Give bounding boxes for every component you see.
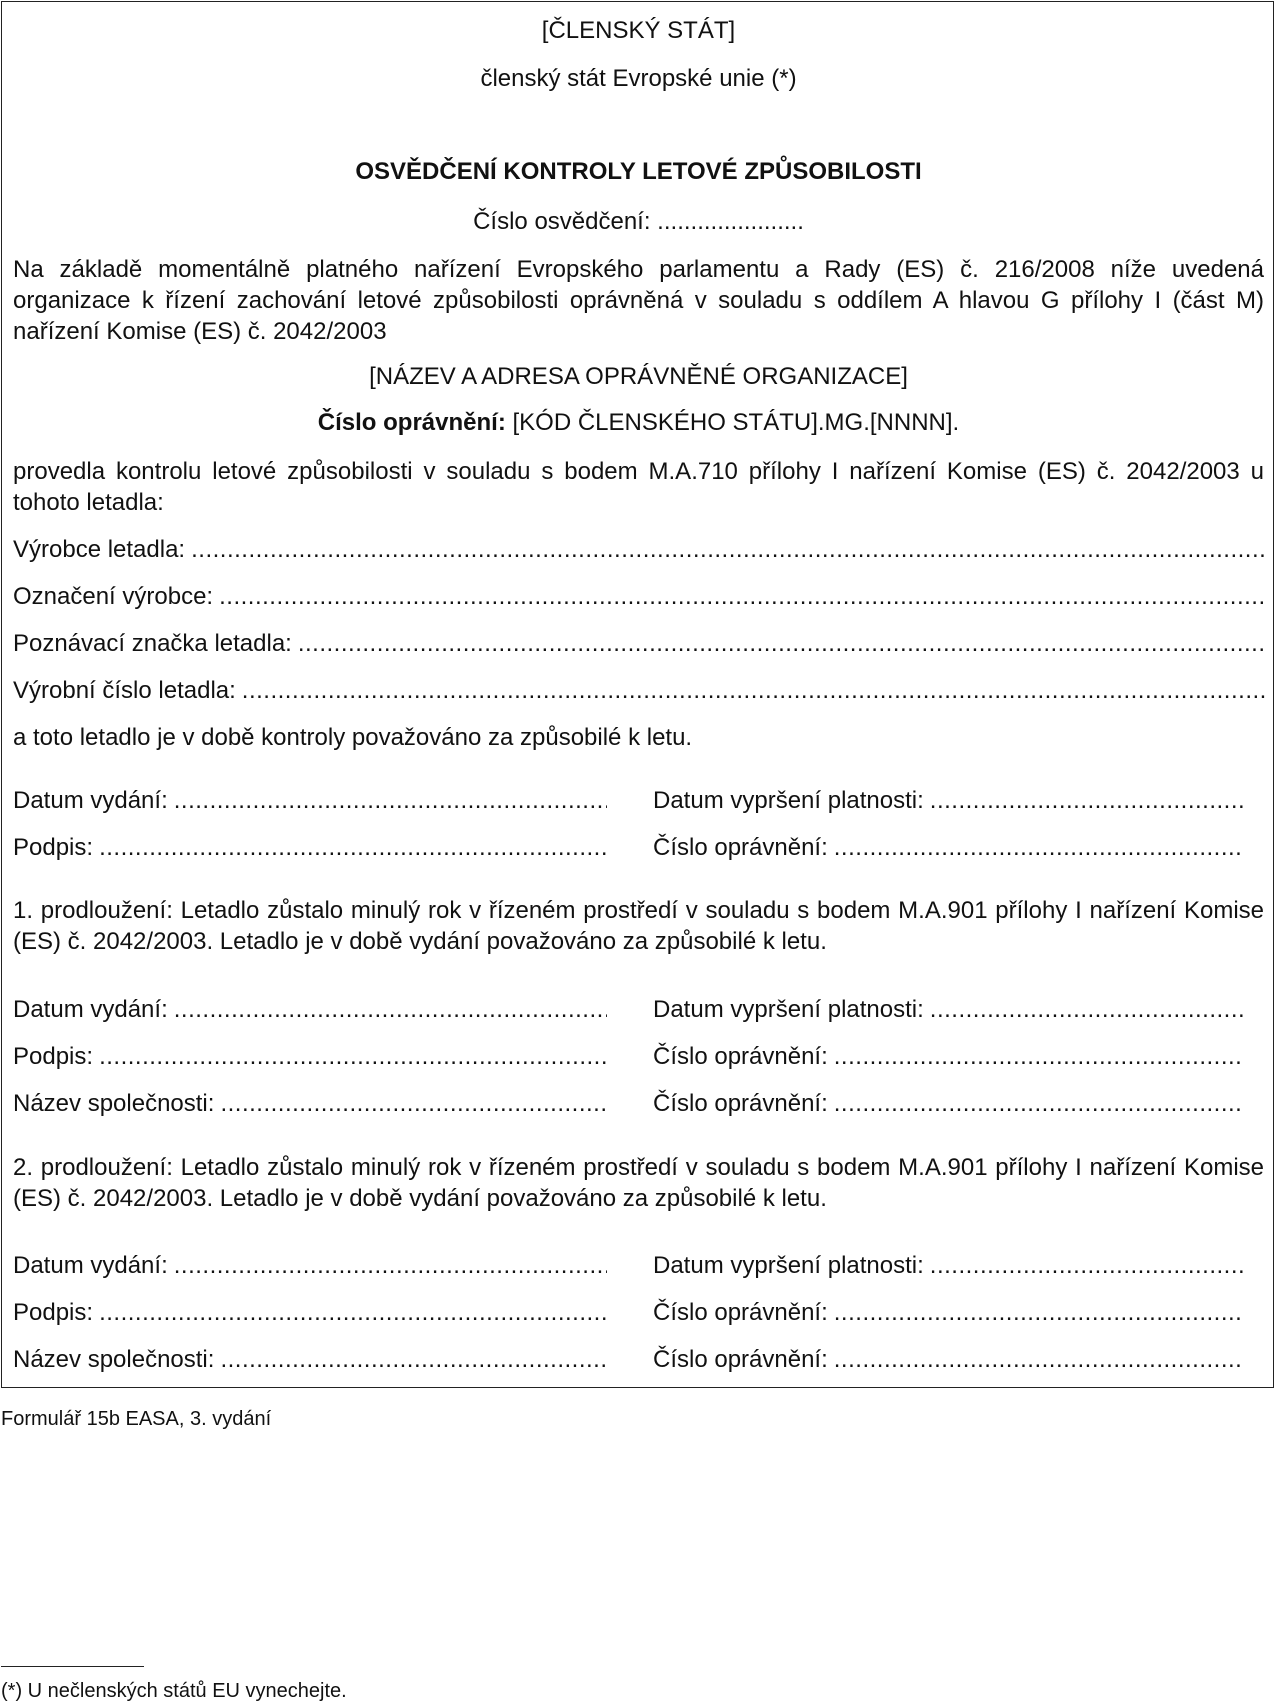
fill-line (174, 1250, 607, 1282)
manufacturer-designation-field (13, 581, 1266, 613)
field-label: Výrobní číslo letadla: (13, 677, 236, 704)
ext2-date-issued-field: Datum vydání: ..... (13, 1250, 607, 1282)
airworthy-statement: a toto letadlo je v době kontroly považováno za způsobilé k letu. (13, 724, 693, 751)
ext1-approval-number-2-field: Číslo oprávnění: ..... (653, 1088, 1244, 1120)
fill-line (99, 1041, 607, 1073)
field-label: Označení výrobce: (13, 583, 214, 610)
expiry-date-field: Datum vypršení platnosti: ..... (653, 785, 1244, 817)
approval-value: [KÓD ČLENSKÉHO STÁTU].MG.[NNNN]. (505, 409, 960, 436)
ext2-signature-field: Podpis: ..... (13, 1297, 607, 1329)
approval-label: Číslo oprávnění: (317, 409, 506, 436)
fill-line (242, 675, 1266, 707)
ext1-approval-number-field: Číslo oprávnění: ..... (653, 1041, 1244, 1073)
intro-paragraph: Na základě momentálně platného nařízení Evropského parlamentu a Rady (ES) č. 216/2008 níže uvedená organizace k řízení zachování letové způsobilosti oprávněná v souladu s oddílem A hlavou G přílohy I (část M) nařízení Komise (ES) č. 2042/2003 (13, 256, 1264, 345)
ext1-date-issued-field: Datum vydání: ..... (13, 994, 607, 1026)
fill-line (834, 1088, 1244, 1120)
extension-2-paragraph: 2. prodloužení: Letadlo zůstalo minulý rok v řízeném prostředí v souladu s bodem M.A.901 přílohy I nařízení Komise (ES) č. 2042/2003. Letadlo je v době vydání považováno za způsobilé k letu. (13, 1154, 1264, 1212)
ext1-expiry-date-field: Datum vypršení platnosti: ..... (653, 994, 1244, 1026)
fill-line (220, 1088, 607, 1120)
fill-line (174, 785, 607, 817)
fill-line (220, 1344, 607, 1376)
fill-line (834, 1297, 1244, 1329)
serial-number-field (13, 675, 1266, 707)
fill-line (930, 994, 1244, 1026)
fill-line (219, 581, 1266, 613)
certificate-title: OSVĚDČENÍ KONTROLY LETOVÉ ZPŮSOBILOSTI (355, 158, 922, 185)
fill-line (191, 534, 1266, 566)
fill-line (834, 1344, 1244, 1376)
footnote-rule (1, 1666, 144, 1667)
registration-mark-field (13, 628, 1266, 660)
date-issued-field: Datum vydání: ..... (13, 785, 607, 817)
approval-number-field: Číslo oprávnění: ..... (653, 832, 1244, 864)
member-state-placeholder: [ČLENSKÝ STÁT] (541, 17, 736, 44)
fill-line (930, 1250, 1244, 1282)
ext1-company-name-field: Název společnosti: ..... (13, 1088, 607, 1120)
field-label: Poznávací značka letadla: (13, 630, 292, 657)
fill-line (99, 1297, 607, 1329)
form-identifier: Formulář 15b EASA, 3. vydání (1, 1408, 272, 1430)
review-paragraph: provedla kontrolu letové způsobilosti v souladu s bodem M.A.710 přílohy I nařízení Komise (ES) č. 2042/2003 u tohoto letadla: (13, 458, 1264, 516)
ext2-approval-number-field: Číslo oprávnění: ..... (653, 1297, 1244, 1329)
organization-approval-line (0, 409, 1277, 437)
ext2-company-name-field: Název společnosti: ..... (13, 1344, 607, 1376)
fill-line (834, 1041, 1244, 1073)
fill-line (174, 994, 607, 1026)
fill-line (298, 628, 1266, 660)
fill-line (834, 832, 1244, 864)
ext2-expiry-date-field: Datum vypršení platnosti: ..... (653, 1250, 1244, 1282)
signature-field: Podpis: ..... (13, 832, 607, 864)
ext1-signature-field: Podpis: ..... (13, 1041, 607, 1073)
extension-1-paragraph: 1. prodloužení: Letadlo zůstalo minulý rok v řízeném prostředí v souladu s bodem M.A.901 přílohy I nařízení Komise (ES) č. 2042/2003. Letadlo je v době vydání považováno za způsobilé k letu. (13, 897, 1264, 955)
certificate-number-field: Číslo osvědčení: ...................... (473, 208, 804, 235)
member-state-subtitle: členský stát Evropské unie (*) (480, 65, 797, 92)
field-label: Výrobce letadla: (13, 536, 186, 563)
footnote-text: (*) U nečlenských států EU vynechejte. (1, 1680, 347, 1702)
aircraft-manufacturer-field (13, 534, 1266, 566)
fill-line (930, 785, 1244, 817)
organization-name-placeholder: [NÁZEV A ADRESA OPRÁVNĚNÉ ORGANIZACE] (369, 363, 908, 390)
fill-line (99, 832, 607, 864)
ext2-approval-number-2-field: Číslo oprávnění: ..... (653, 1344, 1244, 1376)
